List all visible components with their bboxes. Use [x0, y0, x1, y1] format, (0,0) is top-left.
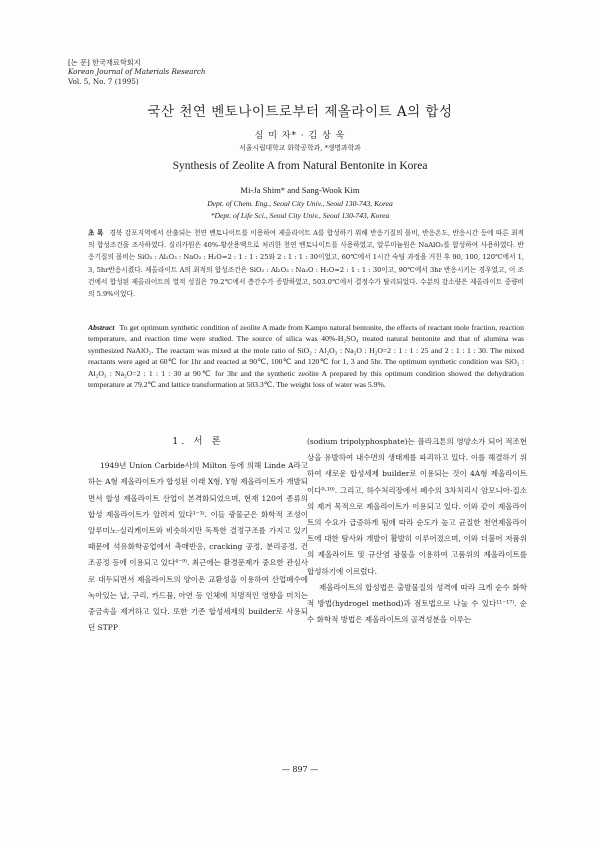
paper-title-korean: 국산 천연 벤토나이트로부터 제올라이트 A의 합성 — [147, 104, 453, 120]
affiliation-english-2: *Dept. of Life Sci., Seoul City Univ., Seoul 130-743, Korea — [210, 211, 390, 220]
abstract-english-label: Abstract — [88, 323, 115, 332]
journal-volume: Vol. 5, No. 7 (1995) — [68, 76, 139, 86]
paragraph: 제올라이트의 합성법은 출발물질의 성격에 따라 크게 순수 화학적 방법(hydrogel method)과 점토법으로 나눌 수 있다¹¹⁻¹⁷⁾. 순수 화학적 방법은 제올라이트의 골격성분을 이루는 — [307, 582, 527, 625]
journal-name-ko: [논 문] 한국재료학회지 — [68, 58, 141, 67]
abstract-korean-label: 초 록 — [88, 229, 104, 237]
body-column-left — [88, 434, 308, 636]
page-number: — 897 — — [281, 765, 319, 774]
paragraph: (sodium tripolyphosphate)는 플라크톤의 영양소가 되어 적조현상을 유발하여 내수면의 생태계를 파괴하고 있다. 이를 해결하기 위하여 새로운 합성세제 builder로 이용되는 것이 4A형 제올라이트이다⁹·¹⁰⁾. 그리고, 하수처리장에서 폐수의 3차처리시 암모니아-질소의 제거 목적으로 제올라이트가 이용되고 있다. 이와 같이 제올라이트의 수요가 급증하게 됨에 따라 순도가 높고 균질한 천연제올라이트에 대한 탐사와 개발이 활발히 이루어졌으며, 이와 더불어 저품위의 제올라이트 및 규산염 광물을 이용하여 고품위의 제올라이트를 합성하기에 이르렀다. — [307, 437, 527, 576]
affiliation-english-1: Dept. of Chem. Eng., Seoul City Univ., Seoul 130-743, Korea — [207, 199, 393, 208]
abstract-korean — [88, 227, 524, 300]
body-column-right — [307, 434, 527, 628]
affiliation-korean: 서울시립대학교 화학공학과, *생명과학과 — [239, 144, 361, 152]
abstract-english — [88, 322, 524, 390]
authors-english: Mi-Ja Shim* and Sang-Wook Kim — [240, 185, 360, 195]
journal-name-en: Korean Journal of Materials Research — [68, 67, 206, 77]
abstract-korean-text: 경북 감포지역에서 산출되는 천연 벤토나이트를 이용하여 제올라이트 A를 합성하기 위해 반응기질의 몰비, 반응온도, 반응시간 등에 따른 최적의 합성조건을 조사하였다. 실리카원은 40%-황산용액으로 처리한 천연 벤토나이트를 사용하였고, 알루미늄원은 NaAlO₂를 합성하여 사용하였다. 반응기질의 몰비는 SiO₂ : Al₂O₃ : NaO₂ : H₂O=2 : 1 : 1 : 25와 2 : 1 : 1 : 30이었고, 60℃에서 1시간 숙팀 과정을 거친 후 90, 100, 120℃에서 1, 3, 5hr반응시켰다. 제올라이트 A의 최적의 합성조건은 SiO₂ : Al₂O₃ : Na₂O : H₂O=2 : 1 : 1 : 30이고, 90℃에서 3hr 반응시키는 경우였고, 이 조건에서 합성된 제올라이트의 열적 성질은 79.2℃에서 층간수가 증발하였고, 503.0℃에서 결정수가 탈리되었다. 수분의 감소량은 제올라이트 중량비의 5.9%이었다. — [88, 229, 524, 299]
section-heading-introduction: 1. 서 론 — [172, 436, 224, 447]
abstract-english-text: To get optimum synthetic condition of zeolite A made from Kampo natural bentonite, the effects of reactant mole fraction, reaction temperature, and reaction time were studied. The source of silica was 40%-H₂SO₄ treated natural bentonite and that of alumina was synthesized NaAlO₂. The reactant was mixed at the mole ratio of SiO₂ : Al₂O₃ : Na₂O : H₂O=2 : 1 : 1 : 25 and 2 : 1 : 1 : 30. The mixed reactants were aged at 60℃ for 1hr and reacted at 90℃, 100℃ and 120℃ for 1, 3 and 5hr. The optimum synthetic condition was SiO₂ : Al₂O₃ : Na₂O=2 : 1 : 1 : 30 at 90℃ for 3hr and the synthetic zeolite A prepared by this optimum condition showed the dehydration temperature at 79.2℃ and lattice transformation at 503.3℃. The weight loss of water was 5.9%. — [88, 323, 524, 390]
journal-header — [68, 58, 206, 86]
authors-korean: 심 미 자* · 김 상 욱 — [254, 131, 346, 141]
paper-title-english: Synthesis of Zeolite A from Natural Bentonite in Korea — [172, 160, 428, 172]
paragraph: 1949년 Union Carbide사의 Milton 등에 의해 Linde A라고 하는 A형 제올라이트가 합성된 이래 X형, Y형 제올라이트가 개발되면서 합성 제올라이트 산업이 본격화되었으며, 현재 120여 종류의 합성 제올라이트가 알려져 있다¹⁻³⁾. 이들 광물군은 화학적 조성이 알루미노-실리케이트와 비슷하지만 독특한 결정구조를 가지고 있기 때문에 석유화학공업에서 촉매반응, cracking 공정, 분리공정, 건조공정 등에 이용되고 있다⁴⁻⁹⁾. 최근에는 환경문제가 중요한 관심사로 대두되면서 제올라이트의 양이온 교환성을 이용하여 산업폐수에 녹아있는 납, 구리, 카드뮴, 아연 등 인체에 치명적인 영향을 미치는 중금속을 제거하고 있다. 또한 기존 합성세제의 builder로 사용되던 STPP — [88, 461, 308, 633]
